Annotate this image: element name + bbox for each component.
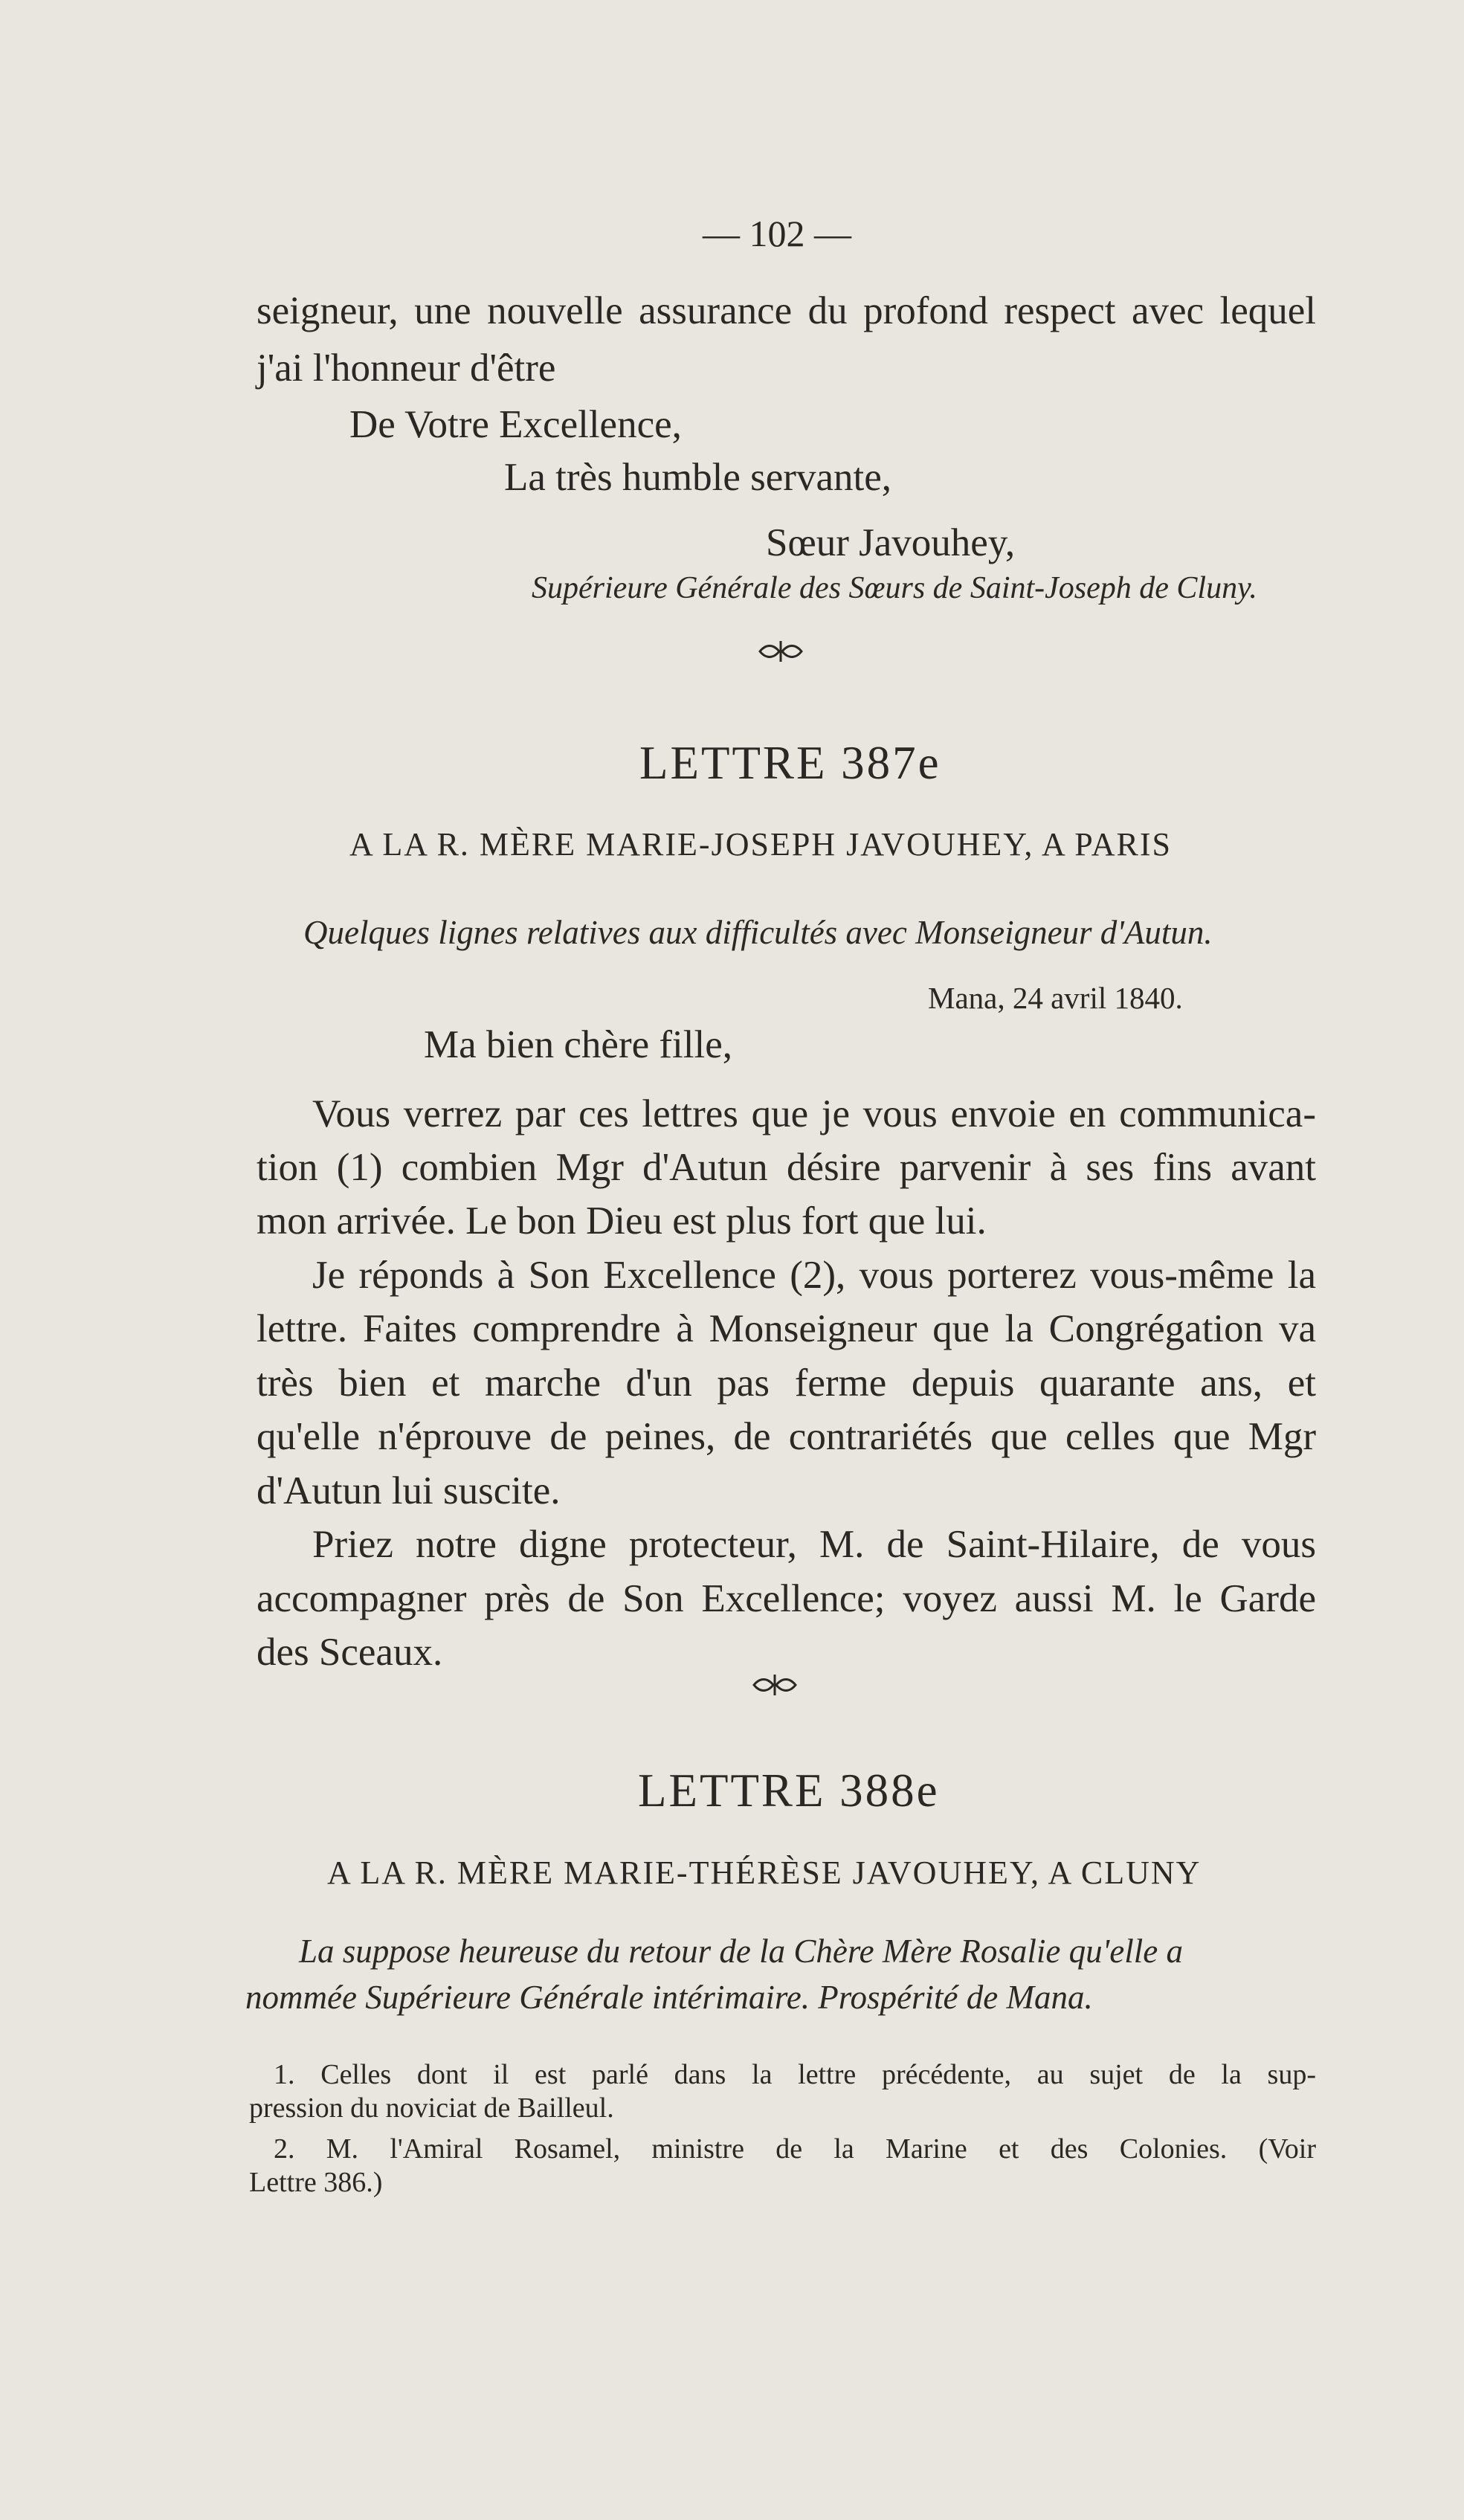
fleuron-ornament-icon	[757, 638, 804, 665]
letter-387-title: LETTRE 387e	[639, 737, 941, 789]
letter-388-summary-line-1: La suppose heureuse du retour de la Chère Mère Rosalie qu'elle a	[299, 1933, 1183, 1970]
letter-387-line: qu'elle n'éprouve de peines, de contrariétés que celles que Mgr	[257, 1415, 1316, 1458]
letter-387-line: mon arrivée. Le bon Dieu est plus fort que lui.	[257, 1199, 987, 1243]
letter-387-summary: Quelques lignes relatives aux difficultés avec Monseigneur d'Autun.	[303, 914, 1213, 951]
signature-title: Supérieure Générale des Sœurs de Saint-Joseph de Cluny.	[532, 571, 1257, 605]
footnote-2-line-1: 2. M. l'Amiral Rosamel, ministre de la Marine et des Colonies. (Voir	[274, 2133, 1316, 2165]
letter-387-line: lettre. Faites comprendre à Monseigneur que la Congrégation va	[257, 1307, 1316, 1350]
closing-line-4: La très humble servante,	[504, 456, 891, 499]
letter-387-recipient: A LA R. MÈRE MARIE-JOSEPH JAVOUHEY, A PARIS	[349, 826, 1172, 863]
letter-387-salutation: Ma bien chère fille,	[424, 1023, 732, 1066]
letter-387-line: Je réponds à Son Excellence (2), vous porterez vous-même la	[312, 1254, 1316, 1297]
footnote-2-line-2: Lettre 386.)	[249, 2167, 383, 2198]
letter-387-line: des Sceaux.	[257, 1631, 443, 1674]
letter-387-line: Vous verrez par ces lettres que je vous envoie en communica-	[312, 1092, 1316, 1135]
letter-388-recipient: A LA R. MÈRE MARIE-THÉRÈSE JAVOUHEY, A CLUNY	[327, 1854, 1202, 1891]
signature: Sœur Javouhey,	[766, 521, 1016, 564]
closing-line-2: j'ai l'honneur d'être	[257, 347, 556, 390]
letter-387-line: accompagner près de Son Excellence; voyez aussi M. le Garde	[257, 1577, 1316, 1620]
letter-387-dateline: Mana, 24 avril 1840.	[928, 981, 1183, 1015]
letter-388-title: LETTRE 388e	[638, 1765, 940, 1817]
letter-387-line: très bien et marche d'un pas ferme depuis quarante ans, et	[257, 1361, 1316, 1405]
footnote-1-line-2: pression du noviciat de Bailleul.	[249, 2092, 614, 2124]
letter-387-line: tion (1) combien Mgr d'Autun désire parvenir à ses fins avant	[257, 1146, 1316, 1189]
letter-387-line: d'Autun lui suscite.	[257, 1469, 561, 1512]
letter-388-summary-line-2: nommée Supérieure Générale intérimaire. Prospérité de Mana.	[245, 1979, 1093, 2016]
footnote-1-line-1: 1. Celles dont il est parlé dans la lettre précédente, au sujet de la sup-	[274, 2059, 1316, 2090]
fleuron-ornament-icon	[751, 1672, 799, 1698]
letter-387-line: Priez notre digne protecteur, M. de Saint-Hilaire, de vous	[312, 1523, 1316, 1566]
page-number: — 102 —	[703, 213, 851, 254]
closing-line-1: seigneur, une nouvelle assurance du profond respect avec lequel	[257, 289, 1316, 332]
closing-line-3: De Votre Excellence,	[349, 403, 682, 446]
